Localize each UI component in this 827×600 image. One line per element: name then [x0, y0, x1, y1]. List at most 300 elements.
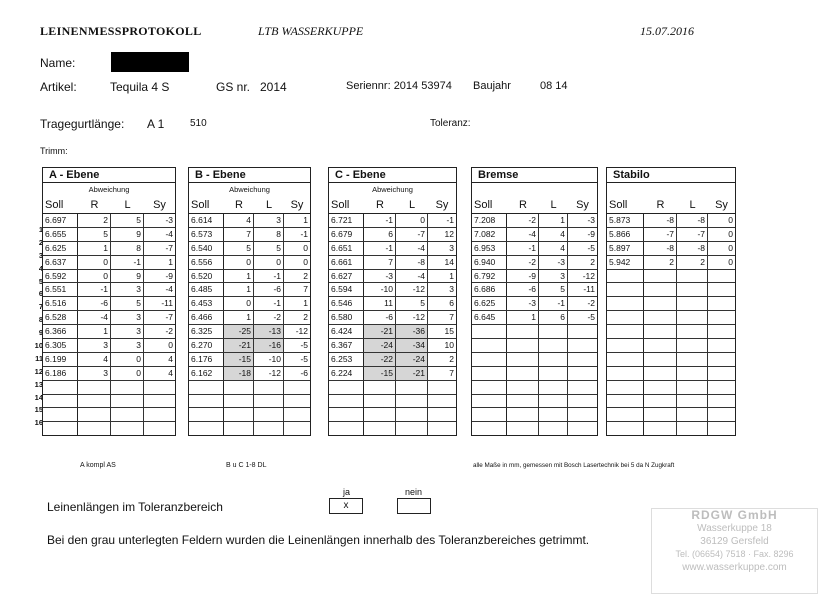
table-row — [329, 228, 456, 242]
table-cell — [568, 381, 597, 394]
table-cell: -1 — [539, 297, 568, 310]
table-cell: 6.551 — [43, 283, 78, 296]
table-cell: 2 — [590, 256, 595, 267]
table-row — [189, 214, 310, 228]
table-cell: -8 — [644, 242, 677, 255]
table-cell: 1 — [303, 215, 308, 225]
table-cell: -10 — [254, 353, 284, 366]
table-cell — [472, 408, 507, 421]
table-cell — [396, 395, 428, 408]
table-cell: -9 — [165, 270, 173, 281]
table-cell: 6.940 — [472, 256, 507, 269]
table-cell: 6.679 — [329, 228, 364, 241]
table-cell — [189, 381, 224, 394]
table-row — [189, 339, 310, 353]
table-cell — [254, 408, 284, 421]
table-row — [189, 297, 310, 311]
column-header: Sy — [715, 199, 728, 211]
table-cell — [507, 422, 539, 435]
row-number: 3 — [38, 250, 43, 260]
column-header: R — [90, 199, 99, 211]
table-cell: 2 — [303, 270, 308, 281]
table-cell: 7 — [364, 256, 396, 269]
row-number: 8 — [38, 315, 43, 325]
table-cell: 2 — [303, 312, 308, 323]
company-stamp — [651, 508, 818, 594]
table-cell: 10 — [444, 340, 454, 351]
table-row — [43, 256, 175, 270]
table-cell — [677, 270, 708, 283]
table-cell — [507, 408, 539, 421]
table-cell: -15 — [224, 353, 254, 366]
table-cell — [708, 422, 735, 435]
table-cell: 5 — [396, 297, 428, 310]
table-cell: -4 — [396, 270, 428, 283]
table-cell: -10 — [364, 283, 396, 296]
table-cell: -6 — [300, 367, 308, 378]
table-row — [189, 367, 310, 381]
table-subtitle — [472, 183, 597, 197]
table-cell — [708, 283, 735, 296]
row-number: 15 — [34, 405, 43, 415]
table-stabilo — [606, 167, 736, 436]
table-row — [329, 325, 456, 339]
table-cell: -3 — [165, 215, 173, 225]
table-cell: 6.176 — [189, 353, 224, 366]
table-row — [607, 283, 735, 297]
table-cell: 0 — [728, 228, 733, 239]
table-cell: 6.224 — [329, 367, 364, 380]
table-cell — [708, 395, 735, 408]
table-cell: 8 — [254, 228, 284, 241]
baujahr-value: 08 14 — [540, 80, 568, 92]
table-row — [472, 270, 597, 284]
table-cell — [708, 297, 735, 310]
table-cell: 3 — [254, 214, 284, 227]
table-cell: 3 — [111, 311, 144, 324]
table-cell: 6.540 — [189, 242, 224, 255]
table-cell: 1 — [78, 242, 111, 255]
table-row — [189, 408, 310, 422]
table-cell — [568, 395, 597, 408]
row-number: 2 — [38, 237, 43, 247]
table-row — [607, 339, 735, 353]
column-header: L — [689, 199, 696, 211]
table-row — [329, 311, 456, 325]
table-cell: 6.367 — [329, 339, 364, 352]
table-cell — [472, 381, 507, 394]
table-row — [607, 297, 735, 311]
table-cell — [677, 325, 708, 338]
table-cell: 6.453 — [189, 297, 224, 310]
table-cell — [189, 395, 224, 408]
table-cell — [677, 353, 708, 366]
table-cell: 6.366 — [43, 325, 78, 338]
table-cell: 4 — [539, 242, 568, 255]
gs-value: 2014 — [260, 80, 287, 94]
table-cell — [43, 381, 78, 394]
table-cell — [539, 367, 568, 380]
table-cell: 12 — [444, 228, 454, 239]
table-cell — [472, 422, 507, 435]
table-cell: 0 — [728, 215, 733, 225]
table-row — [472, 228, 597, 242]
table-cell: -18 — [224, 367, 254, 380]
seriennr-label: Seriennr: 2014 53974 — [346, 80, 452, 92]
table-cell — [224, 408, 254, 421]
row-number: 9 — [38, 328, 43, 338]
table-row — [607, 381, 735, 395]
table-row — [43, 283, 175, 297]
table-cell: 6.594 — [329, 283, 364, 296]
tragegurt-value: 510 — [190, 118, 207, 129]
table-cell: 6.186 — [43, 367, 78, 380]
column-header: Sy — [290, 199, 304, 211]
table-cell: 5.866 — [607, 228, 644, 241]
table-cell: 5 — [224, 242, 254, 255]
table-cell: 6.520 — [189, 270, 224, 283]
table-subtitle: Abweichung — [88, 185, 130, 194]
table-cell: 6.697 — [43, 214, 78, 227]
table-cell — [329, 408, 364, 421]
table-cell: -7 — [396, 228, 428, 241]
table-cell: 0 — [396, 214, 428, 227]
ja-checkbox: x — [329, 498, 363, 514]
table-cell — [539, 408, 568, 421]
table-cell: -5 — [587, 312, 595, 323]
table-cell: 1 — [78, 325, 111, 338]
table-b-ebene — [188, 167, 311, 436]
table-cell: -6 — [254, 283, 284, 296]
table-cell — [78, 422, 111, 435]
stamp-line-1: RDGW GmbH — [691, 508, 778, 522]
table-cell: 6.485 — [189, 283, 224, 296]
table-cell — [396, 408, 428, 421]
table-cell: 0 — [224, 297, 254, 310]
tragegurt-a: A 1 — [147, 117, 165, 131]
column-header: Sy — [576, 199, 589, 211]
table-cell — [254, 422, 284, 435]
table-cell: 1 — [224, 283, 254, 296]
table-row — [607, 395, 735, 409]
table-row — [43, 422, 175, 435]
table-cell — [677, 297, 708, 310]
table-cell: 0 — [111, 353, 144, 366]
table-cell: 0 — [254, 256, 284, 269]
table-cell: -15 — [364, 367, 396, 380]
table-cell: 1 — [168, 256, 173, 267]
table-cell — [144, 381, 175, 394]
table-row — [43, 325, 175, 339]
name-label: Name: — [40, 56, 76, 70]
row-number: 5 — [38, 276, 43, 286]
stamp-line-5: www.wasserkuppe.com — [682, 562, 787, 573]
table-cell: 4 — [539, 228, 568, 241]
table-row — [189, 381, 310, 395]
row-number: 10 — [34, 341, 43, 351]
column-header: R — [235, 199, 243, 211]
table-cell — [111, 422, 144, 435]
table-cell: 7 — [303, 284, 308, 295]
table-cell: 3 — [449, 242, 454, 253]
table-cell: 7.082 — [472, 228, 507, 241]
table-cell: -5 — [587, 242, 595, 253]
table-cell: 14 — [444, 256, 454, 267]
redacted-name — [111, 52, 189, 72]
table-cell: -16 — [254, 339, 284, 352]
table-cell: -1 — [111, 256, 144, 269]
table-cell: -12 — [396, 311, 428, 324]
table-row — [43, 339, 175, 353]
table-cell — [111, 381, 144, 394]
table-cell: -6 — [364, 311, 396, 324]
table-cell — [428, 422, 456, 435]
table-cell — [472, 353, 507, 366]
table-cell — [677, 422, 708, 435]
table-cell: 6.655 — [43, 228, 78, 241]
table-cell: -24 — [364, 339, 396, 352]
table-cell: -13 — [254, 325, 284, 338]
table-row — [607, 367, 735, 381]
table-cell — [644, 325, 677, 338]
table-cell: 0 — [303, 256, 308, 267]
table-subtitle: Abweichung — [372, 185, 413, 194]
table-cell: 7 — [449, 312, 454, 323]
table-row — [43, 270, 175, 284]
table-cell — [364, 395, 396, 408]
table-cell — [284, 395, 310, 408]
table-cell: 5 — [111, 297, 144, 310]
table-cell — [607, 367, 644, 380]
table-cell — [284, 381, 310, 394]
table-cell: -5 — [300, 340, 308, 351]
table-cell: 7.208 — [472, 214, 507, 227]
table-cell: -12 — [295, 326, 308, 337]
table-cell — [644, 311, 677, 324]
gs-label: GS nr. — [216, 80, 251, 94]
table-row — [472, 339, 597, 353]
table-cell: -2 — [254, 311, 284, 324]
table-row — [189, 270, 310, 284]
table-cell: -2 — [587, 298, 595, 309]
table-cell — [507, 353, 539, 366]
table-cell: -4 — [507, 228, 539, 241]
table-cell — [284, 408, 310, 421]
toleranz-question: Leinenlängen im Toleranzbereich — [47, 500, 223, 514]
table-row — [472, 242, 597, 256]
table-row — [607, 214, 735, 228]
footnote-a: A kompl AS — [80, 462, 116, 469]
table-row — [329, 283, 456, 297]
table-cell: 5 — [254, 242, 284, 255]
table-cell: 3 — [539, 270, 568, 283]
protocol-date: 15.07.2016 — [640, 24, 694, 38]
table-cell: -6 — [78, 297, 111, 310]
table-cell — [607, 395, 644, 408]
nein-checkbox — [397, 498, 431, 514]
table-row — [189, 228, 310, 242]
column-header: Soll — [331, 199, 350, 211]
footnote-b: B u C 1-8 DL — [226, 462, 267, 469]
table-cell: 3 — [111, 325, 144, 338]
table-cell — [607, 311, 644, 324]
table-cell: 0 — [728, 256, 733, 267]
row-number: 16 — [34, 418, 43, 428]
table-row — [189, 395, 310, 409]
table-cell: 0 — [78, 270, 111, 283]
table-cell — [472, 325, 507, 338]
table-cell: 6.580 — [329, 311, 364, 324]
table-row — [607, 422, 735, 435]
table-cell: -11 — [583, 284, 595, 295]
table-cell: -2 — [165, 326, 173, 337]
table-cell: -11 — [161, 298, 173, 309]
table-cell — [568, 367, 597, 380]
table-row — [189, 242, 310, 256]
table-cell: 3 — [111, 339, 144, 352]
table-cell: 6.625 — [43, 242, 78, 255]
toleranz-label: Toleranz: — [430, 118, 471, 129]
table-cell: -12 — [396, 283, 428, 296]
table-cell: 9 — [111, 228, 144, 241]
table-cell — [677, 339, 708, 352]
table-cell — [329, 395, 364, 408]
row-number: 13 — [34, 379, 43, 389]
baujahr-label: Baujahr — [473, 80, 511, 92]
table-cell: 5.873 — [607, 214, 644, 227]
table-row — [329, 256, 456, 270]
table-cell: -1 — [254, 270, 284, 283]
protocol-title: LEINENMESSPROTOKOLL — [40, 24, 202, 38]
table-cell — [111, 408, 144, 421]
table-cell — [539, 353, 568, 366]
table-cell — [607, 339, 644, 352]
tragegurt-label: Tragegurtlänge: — [40, 117, 125, 131]
table-cell — [396, 381, 428, 394]
table-cell — [507, 325, 539, 338]
table-cell: 1 — [224, 311, 254, 324]
table-row — [472, 214, 597, 228]
table-cell: 6.651 — [329, 242, 364, 255]
table-cell: -3 — [539, 256, 568, 269]
table-row — [329, 367, 456, 381]
table-cell: 5.897 — [607, 242, 644, 255]
table-cell: -1 — [507, 242, 539, 255]
table-cell — [364, 381, 396, 394]
table-cell: 6.645 — [472, 311, 507, 324]
table-cell — [607, 408, 644, 421]
table-cell — [708, 381, 735, 394]
table-cell — [78, 381, 111, 394]
table-row — [329, 270, 456, 284]
table-row — [43, 367, 175, 381]
table-row — [189, 353, 310, 367]
table-cell: -21 — [224, 339, 254, 352]
table-cell: 1 — [507, 311, 539, 324]
table-cell: 0 — [728, 242, 733, 253]
table-row — [329, 353, 456, 367]
table-row — [472, 381, 597, 395]
table-cell: -4 — [165, 228, 173, 239]
table-cell: 6.556 — [189, 256, 224, 269]
table-cell — [644, 283, 677, 296]
table-cell: 6.614 — [189, 214, 224, 227]
table-row — [329, 297, 456, 311]
table-cell — [708, 311, 735, 324]
table-cell: -8 — [677, 214, 708, 227]
table-subtitle: Abweichung — [229, 185, 270, 194]
table-cell: -4 — [78, 311, 111, 324]
table-cell — [254, 381, 284, 394]
table-cell — [708, 339, 735, 352]
table-row — [43, 395, 175, 409]
table-cell: 5 — [539, 283, 568, 296]
table-cell: 6.637 — [43, 256, 78, 269]
table-cell — [189, 408, 224, 421]
table-cell: 3 — [111, 283, 144, 296]
table-row — [189, 283, 310, 297]
table-cell: 2 — [677, 256, 708, 269]
table-cell: 6 — [539, 311, 568, 324]
table-cell: -25 — [224, 325, 254, 338]
table-cell: 4 — [168, 353, 173, 364]
table-cell: -4 — [396, 242, 428, 255]
table-row — [329, 214, 456, 228]
table-cell — [329, 422, 364, 435]
table-cell: 6.466 — [189, 311, 224, 324]
trimm-label: Trimm: — [40, 146, 68, 156]
table-cell: 6.953 — [472, 242, 507, 255]
table-cell — [329, 381, 364, 394]
table-cell — [144, 408, 175, 421]
table-cell: 6.162 — [189, 367, 224, 380]
table-cell — [607, 270, 644, 283]
table-cell: 2 — [78, 214, 111, 227]
ja-label: ja — [343, 487, 351, 497]
table-cell: 0 — [303, 242, 308, 253]
table-cell: -9 — [507, 270, 539, 283]
table-cell: 7 — [449, 367, 454, 378]
table-cell: -1 — [254, 297, 284, 310]
table-cell — [607, 353, 644, 366]
table-cell: -8 — [644, 214, 677, 227]
table-row — [43, 311, 175, 325]
table-title: C - Ebene — [329, 168, 456, 183]
table-row — [607, 408, 735, 422]
table-cell — [607, 297, 644, 310]
table-cell: 6.516 — [43, 297, 78, 310]
table-cell — [364, 422, 396, 435]
table-row — [607, 228, 735, 242]
table-cell: -8 — [396, 256, 428, 269]
table-cell — [507, 395, 539, 408]
table-cell: 6.573 — [189, 228, 224, 241]
column-header: Soll — [191, 199, 210, 211]
table-cell — [644, 381, 677, 394]
table-cell — [144, 395, 175, 408]
table-cell: 1 — [449, 270, 454, 281]
table-cell: -5 — [300, 353, 308, 364]
table-row — [607, 353, 735, 367]
table-cell: 6.305 — [43, 339, 78, 352]
table-cell: 6.625 — [472, 297, 507, 310]
table-cell — [708, 353, 735, 366]
table-cell: -1 — [364, 214, 396, 227]
table-cell: 0 — [78, 256, 111, 269]
table-cell — [677, 381, 708, 394]
table-cell — [568, 408, 597, 421]
table-row — [472, 325, 597, 339]
